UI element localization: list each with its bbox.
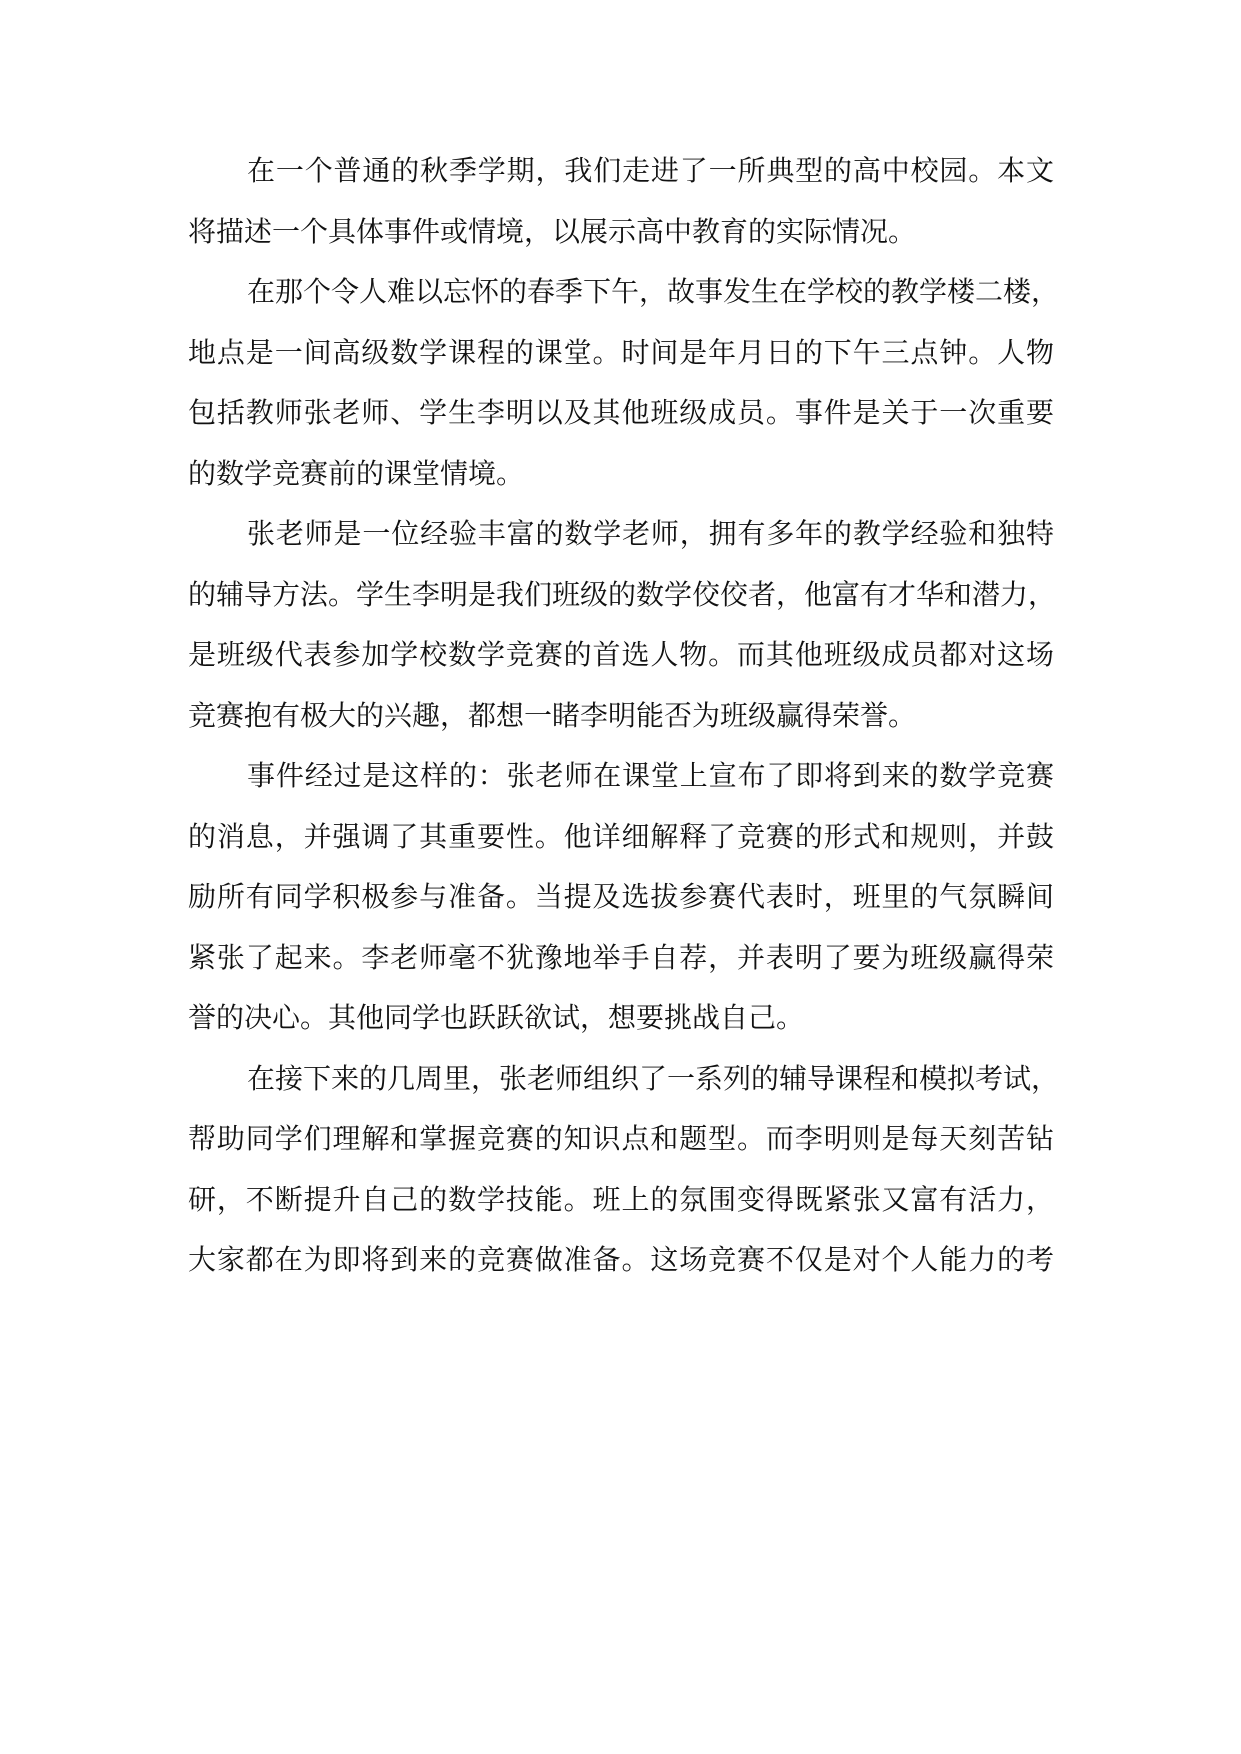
text-line: 在接下来的几周里，张老师组织了一系列的辅导课程和模拟考试， — [247, 1061, 1060, 1095]
text-line: 在一个普通的秋季学期，我们走进了一所典型的高中校园。本文 — [247, 154, 1054, 187]
text-line: 研，不断提升自己的数学技能。班上的氛围变得既紧张又富有活力， — [188, 1182, 1054, 1216]
text-line: 事件经过是这样的：张老师在课堂上宣布了即将到来的数学竞赛 — [247, 759, 1054, 792]
paragraph-5 — [188, 1049, 1060, 1291]
paragraph-1 — [188, 141, 1054, 262]
text-line: 张老师是一位经验丰富的数学老师，拥有多年的教学经验和独特 — [247, 517, 1054, 550]
text-line: 竞赛抱有极大的兴趣，都想一睹李明能否为班级赢得荣誉。 — [188, 698, 917, 732]
text-line: 紧张了起来。李老师毫不犹豫地举手自荐，并表明了要为班级赢得荣 — [188, 940, 1054, 974]
text-line: 的辅导方法。学生李明是我们班级的数学佼佼者，他富有才华和潜力， — [188, 577, 1057, 611]
text-line: 帮助同学们理解和掌握竞赛的知识点和题型。而李明则是每天刻苦钻 — [188, 1122, 1054, 1155]
text-line: 将描述一个具体事件或情境，以展示高中教育的实际情况。 — [188, 214, 917, 248]
text-line: 是班级代表参加学校数学竞赛的首选人物。而其他班级成员都对这场 — [188, 638, 1054, 671]
paragraph-3 — [188, 504, 1057, 746]
text-line: 在那个令人难以忘怀的春季下午，故事发生在学校的教学楼二楼， — [247, 275, 1060, 308]
text-line: 励所有同学积极参与准备。当提及选拔参赛代表时，班里的气氛瞬间 — [188, 880, 1054, 913]
paragraph-2 — [188, 262, 1060, 504]
text-line: 大家都在为即将到来的竞赛做准备。这场竞赛不仅是对个人能力的考 — [188, 1243, 1054, 1276]
text-line: 誉的决心。其他同学也跃跃欲试，想要挑战自己。 — [188, 1001, 805, 1034]
text-line: 地点是一间高级数学课程的课堂。时间是年月日的下午三点钟。人物 — [188, 335, 1054, 369]
text-line: 的消息，并强调了其重要性。他详细解释了竞赛的形式和规则，并鼓 — [188, 819, 1054, 853]
paragraph-4 — [188, 746, 1054, 1049]
text-line: 包括教师张老师、学生李明以及其他班级成员。事件是关于一次重要 — [188, 396, 1054, 429]
document-body — [188, 141, 1060, 1291]
text-line: 的数学竞赛前的课堂情境。 — [188, 456, 525, 490]
